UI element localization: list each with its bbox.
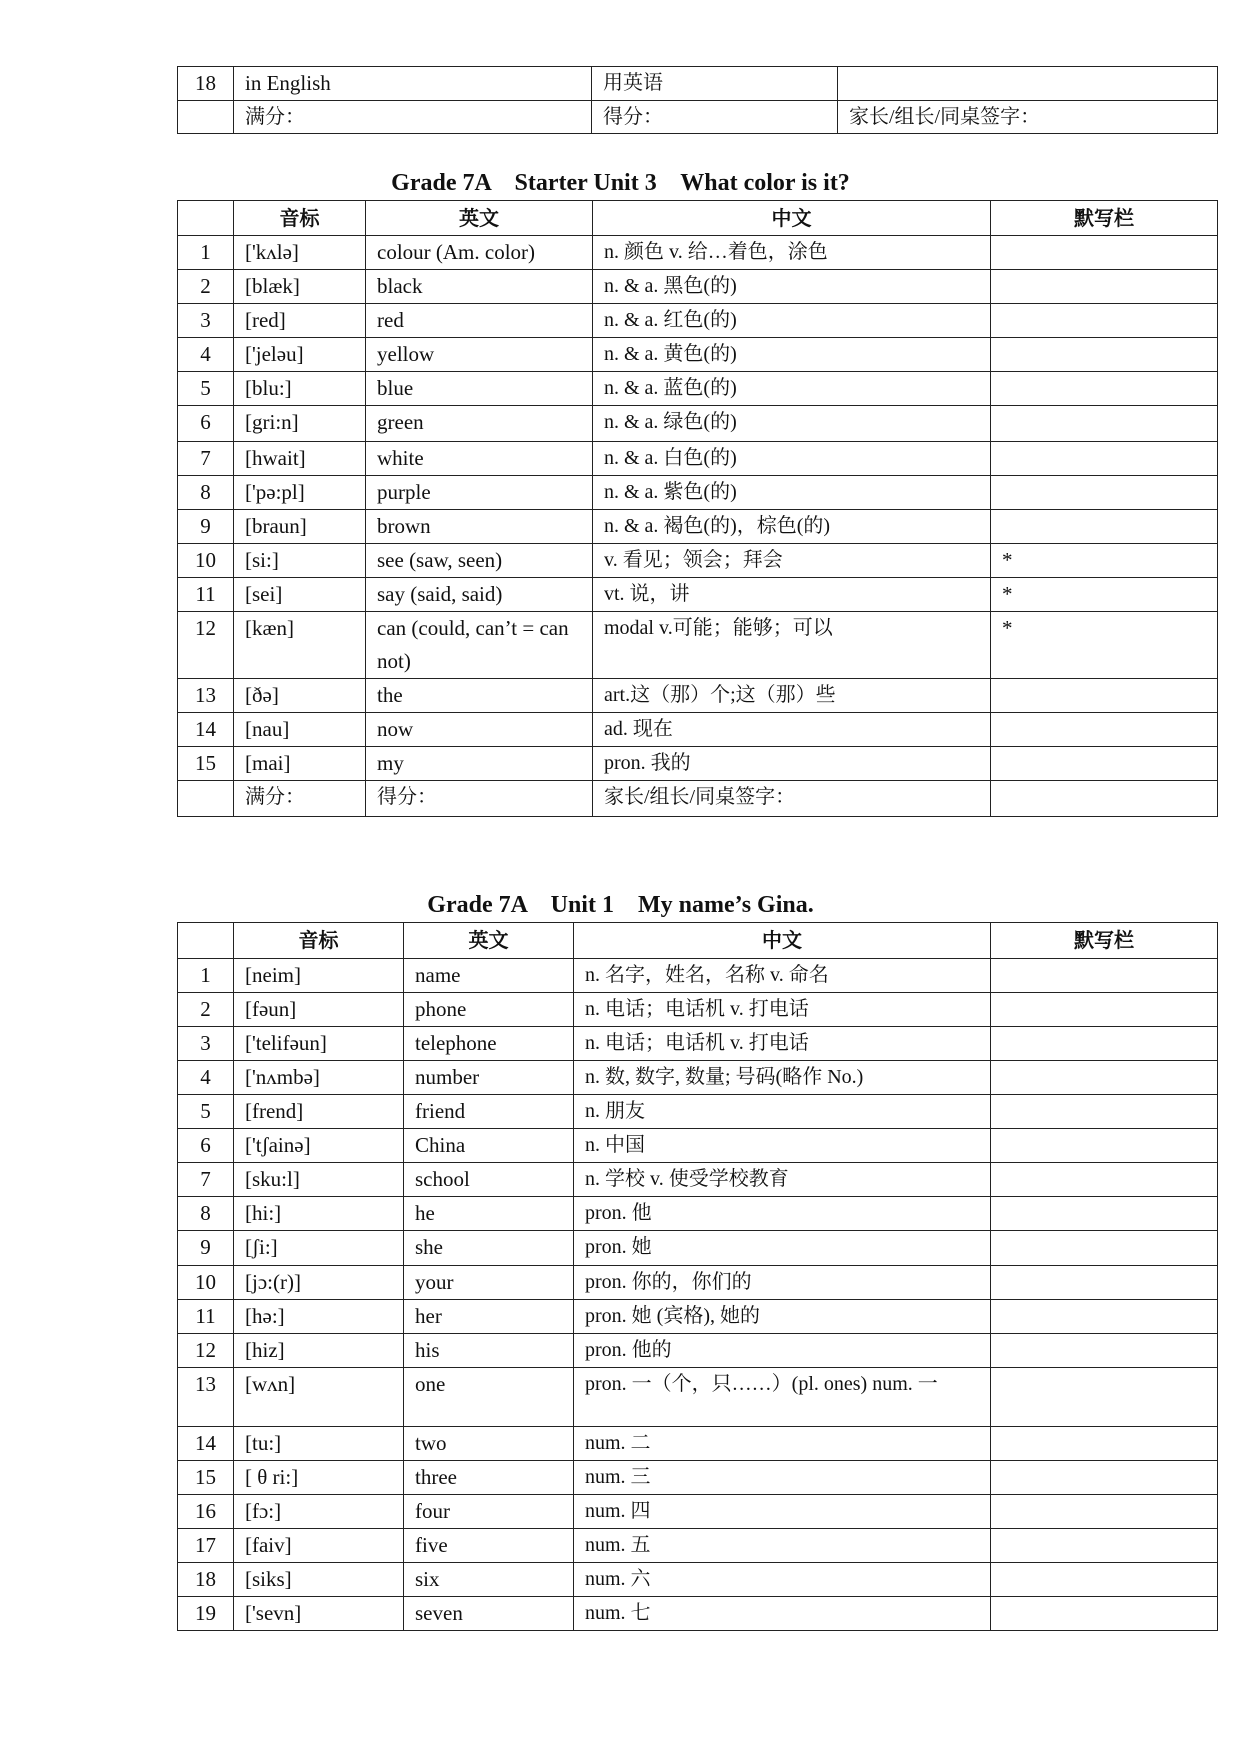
dictation-cell	[991, 1266, 1218, 1300]
english-cell: he	[404, 1197, 574, 1231]
phonetic-cell: ['sevn]	[234, 1597, 404, 1631]
chinese-cell: modal v.可能；能够；可以	[593, 612, 991, 679]
row-number: 6	[178, 406, 234, 442]
chinese-cell: n. 中国	[574, 1129, 991, 1163]
chinese-cell: num. 四	[574, 1495, 991, 1529]
chinese-cell: num. 五	[574, 1529, 991, 1563]
table-row	[178, 747, 1218, 781]
phonetic-cell: [red]	[234, 304, 366, 338]
english-cell: green	[366, 406, 593, 442]
header-phonetic: 音标	[234, 923, 404, 959]
dictation-cell	[991, 1427, 1218, 1461]
header-chinese: 中文	[574, 923, 991, 959]
chinese-cell: n. 学校 v. 使受学校教育	[574, 1163, 991, 1197]
phonetic-cell: [fɔ:]	[234, 1495, 404, 1529]
table-row	[178, 476, 1218, 510]
row-number: 11	[178, 578, 234, 612]
chinese-cell: art.这（那）个;这（那）些	[593, 679, 991, 713]
table-row	[178, 1061, 1218, 1095]
phonetic-cell: [neim]	[234, 959, 404, 993]
phonetic-cell: [tu:]	[234, 1427, 404, 1461]
table-row	[178, 1095, 1218, 1129]
dictation-cell	[991, 304, 1218, 338]
english-cell: yellow	[366, 338, 593, 372]
footer-row	[178, 101, 1218, 134]
dictation-cell	[991, 1563, 1218, 1597]
phonetic-cell: [fəun]	[234, 993, 404, 1027]
phonetic-cell: [blu:]	[234, 372, 366, 406]
dictation-cell	[991, 959, 1218, 993]
row-number: 1	[178, 959, 234, 993]
phonetic-cell: ['telifəun]	[234, 1027, 404, 1061]
table-row	[178, 1461, 1218, 1495]
table-row	[178, 372, 1218, 406]
table-row	[178, 1334, 1218, 1368]
chinese-cell: n. & a. 蓝色(的)	[593, 372, 991, 406]
row-number: 13	[178, 1368, 234, 1427]
dictation-cell	[991, 476, 1218, 510]
dictation-cell	[991, 372, 1218, 406]
english-cell: now	[366, 713, 593, 747]
chinese-cell: n. & a. 黑色(的)	[593, 270, 991, 304]
english-cell: black	[366, 270, 593, 304]
table-row	[178, 236, 1218, 270]
table-row	[178, 1163, 1218, 1197]
english-cell: see (saw, seen)	[366, 544, 593, 578]
row-number: 12	[178, 1334, 234, 1368]
phonetic-cell: [sku:l]	[234, 1163, 404, 1197]
table-row	[178, 1427, 1218, 1461]
chinese-cell: pron. 他的	[574, 1334, 991, 1368]
phonetic-cell: [mai]	[234, 747, 366, 781]
signature-label: 家长/组长/同桌签字：	[593, 781, 991, 817]
dictation-cell	[991, 1027, 1218, 1061]
phonetic-cell: [hwait]	[234, 442, 366, 476]
dictation-cell: *	[991, 544, 1218, 578]
dictation-cell	[991, 338, 1218, 372]
row-number: 10	[178, 544, 234, 578]
english-cell: two	[404, 1427, 574, 1461]
top-table	[177, 66, 1218, 134]
dictation-cell	[991, 1129, 1218, 1163]
table-row	[178, 1266, 1218, 1300]
row-number: 13	[178, 679, 234, 713]
english-cell: name	[404, 959, 574, 993]
dictation-cell	[991, 236, 1218, 270]
phonetic-cell: [ θ ri:]	[234, 1461, 404, 1495]
header-phonetic: 音标	[234, 201, 366, 236]
table-row	[178, 993, 1218, 1027]
chinese-cell: pron. 一（个，只……）(pl. ones) num. 一	[574, 1368, 991, 1427]
row-number: 14	[178, 713, 234, 747]
row-number: 16	[178, 1495, 234, 1529]
phonetic-cell: [siks]	[234, 1563, 404, 1597]
dictation-cell	[991, 1095, 1218, 1129]
phonetic-cell: ['nʌmbə]	[234, 1061, 404, 1095]
table-row	[178, 1495, 1218, 1529]
english-cell: your	[404, 1266, 574, 1300]
dictation-cell: *	[991, 578, 1218, 612]
table-row	[178, 1129, 1218, 1163]
dictation-cell: *	[991, 612, 1218, 679]
english-cell: China	[404, 1129, 574, 1163]
phonetic-cell: [gri:n]	[234, 406, 366, 442]
row-number: 6	[178, 1129, 234, 1163]
english-cell: blue	[366, 372, 593, 406]
english-cell: brown	[366, 510, 593, 544]
english-cell: six	[404, 1563, 574, 1597]
dictation-cell	[991, 679, 1218, 713]
table-row	[178, 1563, 1218, 1597]
table-row	[178, 1231, 1218, 1266]
english-cell: say (said, said)	[366, 578, 593, 612]
chinese-cell: n. & a. 绿色(的)	[593, 406, 991, 442]
phonetic-cell: [ʃi:]	[234, 1231, 404, 1266]
table-row	[178, 1597, 1218, 1631]
row-number: 15	[178, 747, 234, 781]
signature-label: 家长/组长/同桌签字：	[838, 101, 1218, 134]
table-row	[178, 959, 1218, 993]
header-dictation: 默写栏	[991, 923, 1218, 959]
chinese-cell: pron. 我的	[593, 747, 991, 781]
chinese-cell: n. 电话；电话机 v. 打电话	[574, 993, 991, 1027]
phonetic-cell: ['kʌlə]	[234, 236, 366, 270]
footer-row	[178, 781, 1218, 817]
table-row	[178, 1197, 1218, 1231]
footer-dictation-empty	[991, 781, 1218, 817]
chinese-cell: n. & a. 紫色(的)	[593, 476, 991, 510]
chinese-cell: v. 看见；领会；拜会	[593, 544, 991, 578]
table-row	[178, 270, 1218, 304]
header-english: 英文	[366, 201, 593, 236]
table-row	[178, 1300, 1218, 1334]
chinese-cell: pron. 你的，你们的	[574, 1266, 991, 1300]
row-number: 3	[178, 304, 234, 338]
english-cell: she	[404, 1231, 574, 1266]
chinese-cell: 用英语	[592, 67, 838, 101]
dictation-cell	[991, 406, 1218, 442]
dictation-cell	[991, 270, 1218, 304]
header-num	[178, 201, 234, 236]
phonetic-cell: [braun]	[234, 510, 366, 544]
table-row	[178, 1368, 1218, 1427]
row-number: 18	[178, 1563, 234, 1597]
phonetic-cell: [wʌn]	[234, 1368, 404, 1427]
phonetic-cell: [faiv]	[234, 1529, 404, 1563]
table-row	[178, 304, 1218, 338]
row-number: 9	[178, 510, 234, 544]
section-title-starter-unit-3: Grade 7A Starter Unit 3 What color is it?	[391, 170, 850, 196]
phonetic-cell: [kæn]	[234, 612, 366, 679]
row-number: 17	[178, 1529, 234, 1563]
dictation-cell	[991, 442, 1218, 476]
chinese-cell: num. 六	[574, 1563, 991, 1597]
dictation-cell	[991, 1197, 1218, 1231]
phonetic-cell: [nau]	[234, 713, 366, 747]
table-row	[178, 442, 1218, 476]
chinese-cell: num. 二	[574, 1427, 991, 1461]
row-number: 7	[178, 1163, 234, 1197]
chinese-cell: n. 数, 数字, 数量; 号码(略作 No.)	[574, 1061, 991, 1095]
english-cell: colour (Am. color)	[366, 236, 593, 270]
full-score-label: 满分：	[234, 101, 592, 134]
section-title-unit-1: Grade 7A Unit 1 My name’s Gina.	[427, 892, 814, 918]
score-label: 得分：	[366, 781, 593, 817]
header-num	[178, 923, 234, 959]
english-cell: can (could, can’t = can not)	[366, 612, 593, 679]
row-number: 11	[178, 1300, 234, 1334]
chinese-cell: n. & a. 红色(的)	[593, 304, 991, 338]
dictation-cell	[991, 1597, 1218, 1631]
dictation-cell	[991, 1529, 1218, 1563]
row-number: 8	[178, 1197, 234, 1231]
chinese-cell: n. 名字，姓名，名称 v. 命名	[574, 959, 991, 993]
dictation-cell	[991, 1334, 1218, 1368]
chinese-cell: ad. 现在	[593, 713, 991, 747]
phonetic-cell: [blæk]	[234, 270, 366, 304]
dictation-cell	[991, 1163, 1218, 1197]
table-row	[178, 338, 1218, 372]
dictation-cell	[991, 1495, 1218, 1529]
english-cell: seven	[404, 1597, 574, 1631]
chinese-cell: pron. 他	[574, 1197, 991, 1231]
english-cell: in English	[234, 67, 592, 101]
row-number: 4	[178, 1061, 234, 1095]
dictation-cell	[991, 747, 1218, 781]
english-cell: white	[366, 442, 593, 476]
phonetic-cell: [hiz]	[234, 1334, 404, 1368]
english-cell: her	[404, 1300, 574, 1334]
english-cell: red	[366, 304, 593, 338]
english-cell: my	[366, 747, 593, 781]
row-number: 2	[178, 270, 234, 304]
dictation-cell	[991, 1231, 1218, 1266]
score-label: 得分：	[592, 101, 838, 134]
row-number: 8	[178, 476, 234, 510]
chinese-cell: pron. 她 (宾格), 她的	[574, 1300, 991, 1334]
phonetic-cell: [hi:]	[234, 1197, 404, 1231]
english-cell: five	[404, 1529, 574, 1563]
row-number: 19	[178, 1597, 234, 1631]
row-number: 4	[178, 338, 234, 372]
row-number: 10	[178, 1266, 234, 1300]
full-score-label: 满分：	[234, 781, 366, 817]
phonetic-cell: [sei]	[234, 578, 366, 612]
table-row	[178, 679, 1218, 713]
row-number: 2	[178, 993, 234, 1027]
phonetic-cell: [ðə]	[234, 679, 366, 713]
phonetic-cell: [si:]	[234, 544, 366, 578]
chinese-cell: n. 朋友	[574, 1095, 991, 1129]
table-row	[178, 578, 1218, 612]
table-row	[178, 612, 1218, 679]
dictation-cell	[991, 1061, 1218, 1095]
chinese-cell: n. 颜色 v. 给…着色，涂色	[593, 236, 991, 270]
english-cell: telephone	[404, 1027, 574, 1061]
header-chinese: 中文	[593, 201, 991, 236]
phonetic-cell: [hə:]	[234, 1300, 404, 1334]
english-cell: number	[404, 1061, 574, 1095]
header-dictation: 默写栏	[991, 201, 1218, 236]
english-cell: friend	[404, 1095, 574, 1129]
chinese-cell: num. 三	[574, 1461, 991, 1495]
vocab-table-unit-1	[177, 922, 1218, 1631]
dictation-cell	[991, 1368, 1218, 1427]
header-row	[178, 201, 1218, 236]
phonetic-cell: [frend]	[234, 1095, 404, 1129]
chinese-cell: pron. 她	[574, 1231, 991, 1266]
phonetic-cell: [jɔ:(r)]	[234, 1266, 404, 1300]
dictation-cell	[991, 1300, 1218, 1334]
row-number: 1	[178, 236, 234, 270]
english-cell: the	[366, 679, 593, 713]
row-number: 18	[178, 67, 234, 101]
table-row	[178, 67, 1218, 101]
footer-empty	[178, 781, 234, 817]
dictation-cell	[991, 713, 1218, 747]
table-row	[178, 544, 1218, 578]
row-number: 3	[178, 1027, 234, 1061]
dictation-cell	[991, 510, 1218, 544]
table-row	[178, 510, 1218, 544]
chinese-cell: vt. 说，讲	[593, 578, 991, 612]
row-number: 7	[178, 442, 234, 476]
chinese-cell: n. 电话；电话机 v. 打电话	[574, 1027, 991, 1061]
english-cell: school	[404, 1163, 574, 1197]
chinese-cell: n. & a. 白色(的)	[593, 442, 991, 476]
row-number: 9	[178, 1231, 234, 1266]
row-number: 12	[178, 612, 234, 679]
row-number: 14	[178, 1427, 234, 1461]
header-english: 英文	[404, 923, 574, 959]
phonetic-cell: ['tʃainə]	[234, 1129, 404, 1163]
phonetic-cell: ['jeləu]	[234, 338, 366, 372]
chinese-cell: n. & a. 黄色(的)	[593, 338, 991, 372]
chinese-cell: n. & a. 褐色(的)，棕色(的)	[593, 510, 991, 544]
dictation-cell	[838, 67, 1218, 101]
table-row	[178, 713, 1218, 747]
table-row	[178, 1027, 1218, 1061]
header-row	[178, 923, 1218, 959]
footer-empty	[178, 101, 234, 134]
english-cell: three	[404, 1461, 574, 1495]
english-cell: his	[404, 1334, 574, 1368]
row-number: 15	[178, 1461, 234, 1495]
table-row	[178, 406, 1218, 442]
english-cell: four	[404, 1495, 574, 1529]
table-row	[178, 1529, 1218, 1563]
english-cell: one	[404, 1368, 574, 1427]
row-number: 5	[178, 1095, 234, 1129]
dictation-cell	[991, 1461, 1218, 1495]
english-cell: phone	[404, 993, 574, 1027]
english-cell: purple	[366, 476, 593, 510]
dictation-cell	[991, 993, 1218, 1027]
row-number: 5	[178, 372, 234, 406]
chinese-cell: num. 七	[574, 1597, 991, 1631]
vocab-table-starter-unit-3	[177, 200, 1218, 817]
phonetic-cell: ['pə:pl]	[234, 476, 366, 510]
